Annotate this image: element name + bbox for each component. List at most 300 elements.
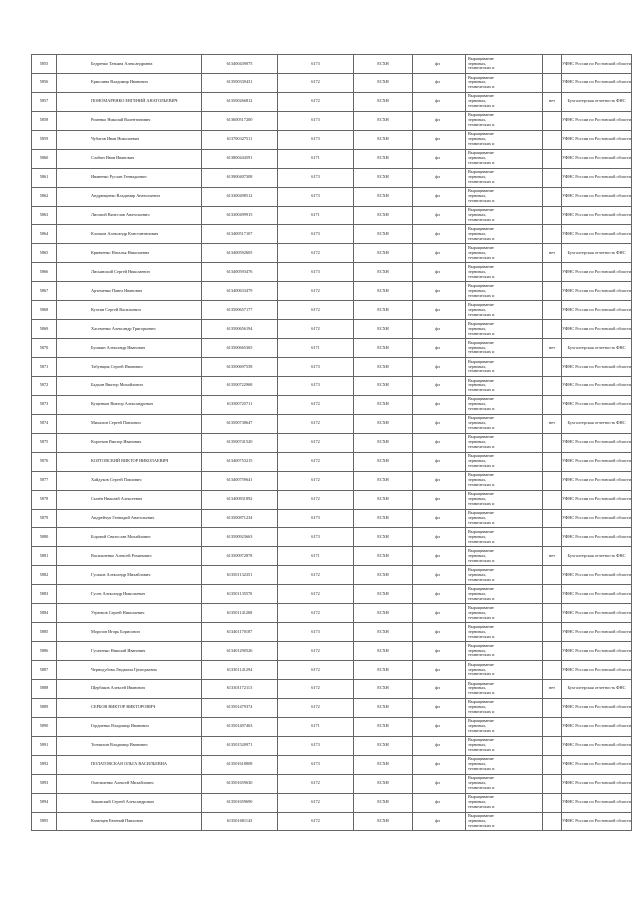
tax-office-code-cell: 6172 <box>278 698 354 717</box>
inn-number-cell: 613500339431 <box>202 73 278 92</box>
inn-number-cell: 613800444591 <box>202 149 278 168</box>
tax-regime-cell: ЕСХН <box>354 414 413 433</box>
source-office-cell: УФНС России по Ростовской области <box>562 225 632 244</box>
person-name-cell: Кривченко Наталья Николаевна <box>57 244 202 263</box>
person-name-cell: ПОНОМАРЕНКО ЕВГЕНИЙ АНАТОЛЬЕВИЧ <box>57 92 202 111</box>
tax-regime-cell: ЕСХН <box>354 604 413 623</box>
activity-line: Выращивание <box>468 207 494 213</box>
tax-office-code-cell: 6173 <box>278 168 354 187</box>
row-number-cell: 5864 <box>32 225 57 244</box>
row-number-cell: 5858 <box>32 111 57 130</box>
table-row <box>32 244 632 263</box>
tax-regime-cell: ЕСХН <box>354 509 413 528</box>
tax-regime-cell: ЕСХН <box>354 187 413 206</box>
person-type-cell: фл <box>413 339 466 358</box>
source-office-cell: УФНС России по Ростовской области <box>562 55 632 74</box>
flag-cell <box>543 623 562 642</box>
inn-number-cell: 613500741520 <box>202 433 278 452</box>
tax-office-code-cell: 6171 <box>278 339 354 358</box>
tax-regime-cell: ЕСХН <box>354 547 413 566</box>
source-office-cell: УФНС России по Ростовской области <box>562 755 632 774</box>
tax-office-code-cell: 6172 <box>278 395 354 414</box>
activity-cell <box>466 661 543 680</box>
tax-regime-cell: ЕСХН <box>354 528 413 547</box>
source-office-cell: Бухгалтерская отчетность ФНС <box>562 92 632 111</box>
row-number-cell: 5872 <box>32 376 57 395</box>
activity-line: Выращивание <box>468 661 494 667</box>
tax-office-code-cell: 6173 <box>278 736 354 755</box>
activity-line: технических и <box>468 576 495 582</box>
activity-line: Выращивание <box>468 434 494 440</box>
inn-number-cell: 613400753215 <box>202 452 278 471</box>
tax-office-code-cell: 6172 <box>278 92 354 111</box>
person-name-cell: КОЛТОВСКИЙ ВИКТОР НИКОЛАЕВИЧ <box>57 452 202 471</box>
activity-line: технических и <box>468 349 495 355</box>
activity-cell <box>466 604 543 623</box>
person-name-cell: Сычёв Николай Алексеевич <box>57 490 202 509</box>
activity-cell <box>466 92 543 111</box>
table-row <box>32 812 632 831</box>
person-type-cell: фл <box>413 661 466 680</box>
person-name-cell: Морозов Игорь Борисович <box>57 623 202 642</box>
activity-line: технических и <box>468 803 495 809</box>
flag-cell <box>543 774 562 793</box>
flag-cell <box>543 452 562 471</box>
person-type-cell: фл <box>413 244 466 263</box>
activity-cell <box>466 793 543 812</box>
activity-line: технических и <box>468 500 495 506</box>
tax-regime-cell: ЕСХН <box>354 679 413 698</box>
tax-regime-cell: ЕСХН <box>354 206 413 225</box>
activity-line: Выращивание <box>468 112 494 118</box>
person-name-cell: Иваненко Руслан Геннадьевич <box>57 168 202 187</box>
person-type-cell: фл <box>413 73 466 92</box>
source-office-cell: УФНС России по Ростовской области <box>562 73 632 92</box>
activity-cell <box>466 111 543 130</box>
flag-cell <box>543 225 562 244</box>
document-page <box>31 54 631 844</box>
table-row <box>32 376 632 395</box>
activity-line: зерновых, <box>468 496 487 502</box>
activity-line: технических и <box>468 141 495 147</box>
activity-line: технических и <box>468 311 495 317</box>
tax-office-code-cell: 6172 <box>278 793 354 812</box>
tax-regime-cell: ЕСХН <box>354 490 413 509</box>
table-row <box>32 471 632 490</box>
tax-regime-cell: ЕСХН <box>354 130 413 149</box>
activity-line: зерновых, <box>468 515 487 521</box>
activity-cell <box>466 376 543 395</box>
tax-regime-cell: ЕСХН <box>354 452 413 471</box>
inn-number-cell: 613700327511 <box>202 130 278 149</box>
row-number-cell: 5868 <box>32 301 57 320</box>
activity-line: технических и <box>468 633 495 639</box>
activity-line: Выращивание <box>468 642 494 648</box>
activity-line: технических и <box>468 519 495 525</box>
activity-line: Выращивание <box>468 529 494 535</box>
tax-office-code-cell: 6173 <box>278 528 354 547</box>
activity-line: технических и <box>468 671 495 677</box>
activity-line: технических и <box>468 766 495 772</box>
person-type-cell: фл <box>413 642 466 661</box>
person-name-cell: Хайдуков Сергей Павлович <box>57 471 202 490</box>
tax-office-code-cell: 6172 <box>278 566 354 585</box>
table-row <box>32 320 632 339</box>
row-number-cell: 5866 <box>32 263 57 282</box>
person-type-cell: фл <box>413 490 466 509</box>
source-office-cell: УФНС России по Ростовской области <box>562 566 632 585</box>
row-number-cell: 5879 <box>32 509 57 528</box>
flag-cell <box>543 206 562 225</box>
source-office-cell: УФНС России по Ростовской области <box>562 263 632 282</box>
flag-cell <box>543 395 562 414</box>
flag-cell <box>543 282 562 301</box>
activity-line: зерновых, <box>468 818 487 824</box>
flag-cell <box>543 55 562 74</box>
person-type-cell: фл <box>413 812 466 831</box>
person-type-cell: фл <box>413 679 466 698</box>
activity-line: Выращивание <box>468 415 494 421</box>
tax-regime-cell: ЕСХН <box>354 111 413 130</box>
flag-cell <box>543 187 562 206</box>
person-name-cell: Кущенков Виктор Александрович <box>57 395 202 414</box>
table-row <box>32 414 632 433</box>
activity-cell <box>466 679 543 698</box>
inn-number-cell: 613401170187 <box>202 623 278 642</box>
person-type-cell: фл <box>413 168 466 187</box>
table-row <box>32 187 632 206</box>
person-name-cell: Чернодубова Людмила Григорьевна <box>57 661 202 680</box>
inn-number-cell: 613501618808 <box>202 755 278 774</box>
activity-line: зерновых, <box>468 136 487 142</box>
inn-number-cell: 613500656194 <box>202 320 278 339</box>
person-type-cell: фл <box>413 55 466 74</box>
activity-cell <box>466 585 543 604</box>
activity-cell <box>466 339 543 358</box>
flag-cell <box>543 168 562 187</box>
person-type-cell: фл <box>413 433 466 452</box>
activity-line: технических и <box>468 785 495 791</box>
activity-cell <box>466 414 543 433</box>
activity-line: технических и <box>468 463 495 469</box>
table-row <box>32 774 632 793</box>
person-type-cell: фл <box>413 604 466 623</box>
row-number-cell: 5863 <box>32 206 57 225</box>
person-name-cell: Угрюмов Сергей Николаевич <box>57 604 202 623</box>
person-type-cell: фл <box>413 225 466 244</box>
activity-line: технических и <box>468 103 495 109</box>
activity-line: технических и <box>468 84 495 90</box>
person-name-cell: Слабин Иван Иванович <box>57 149 202 168</box>
activity-line: технических и <box>468 65 495 71</box>
activity-cell <box>466 774 543 793</box>
person-name-cell: Бедренко Татьяна Александровна <box>57 55 202 74</box>
source-office-cell: УФНС России по Ростовской области <box>562 395 632 414</box>
activity-line: зерновых, <box>468 666 487 672</box>
inn-number-cell: 613501132351 <box>202 566 278 585</box>
source-office-cell: УФНС России по Ростовской области <box>562 623 632 642</box>
activity-line: Выращивание <box>468 794 494 800</box>
activity-line: зерновых, <box>468 571 487 577</box>
table-row <box>32 149 632 168</box>
person-name-cell: Зыковский Сергей Александрович <box>57 793 202 812</box>
activity-line: зерновых, <box>468 685 487 691</box>
person-name-cell: Боровой Святослав Михайлович <box>57 528 202 547</box>
person-name-cell: Васильченко Алексей Романович <box>57 547 202 566</box>
table-row <box>32 92 632 111</box>
person-name-cell: Хасеменко Александр Григорьевич <box>57 320 202 339</box>
tax-regime-cell: ЕСХН <box>354 339 413 358</box>
table-row <box>32 130 632 149</box>
activity-line: зерновых, <box>468 382 487 388</box>
activity-cell <box>466 206 543 225</box>
activity-line: зерновых, <box>468 193 487 199</box>
person-type-cell: фл <box>413 585 466 604</box>
tax-regime-cell: ЕСХН <box>354 736 413 755</box>
activity-cell <box>466 566 543 585</box>
flag-cell <box>543 471 562 490</box>
flag-cell: нет <box>543 244 562 263</box>
activity-line: Выращивание <box>468 813 494 819</box>
activity-line: технических и <box>468 122 495 128</box>
tax-office-code-cell: 6173 <box>278 755 354 774</box>
source-office-cell: УФНС России по Ростовской области <box>562 642 632 661</box>
activity-line: зерновых, <box>468 723 487 729</box>
row-number-cell: 5887 <box>32 661 57 680</box>
registry-table <box>31 54 632 831</box>
tax-regime-cell: ЕСХН <box>354 661 413 680</box>
flag-cell <box>543 509 562 528</box>
activity-cell <box>466 395 543 414</box>
activity-line: Выращивание <box>468 55 494 61</box>
inn-number-cell: 613500972878 <box>202 547 278 566</box>
person-name-cell: Ермолина Владимир Иванович <box>57 73 202 92</box>
tax-office-code-cell: 6173 <box>278 623 354 642</box>
tax-office-code-cell: 6173 <box>278 130 354 149</box>
activity-line: зерновых, <box>468 477 487 483</box>
row-number-cell: 5886 <box>32 642 57 661</box>
row-number-cell: 5881 <box>32 547 57 566</box>
source-office-cell: УФНС России по Ростовской области <box>562 149 632 168</box>
activity-line: технических и <box>468 822 495 828</box>
tax-regime-cell: ЕСХН <box>354 168 413 187</box>
activity-line: зерновых, <box>468 117 487 123</box>
tax-regime-cell: ЕСХН <box>354 471 413 490</box>
person-name-cell: Омельченко Алексей Михайлович <box>57 774 202 793</box>
tax-office-code-cell: 6172 <box>278 73 354 92</box>
activity-line: технических и <box>468 179 495 185</box>
person-name-cell: Щербаков Алексей Иванович <box>57 679 202 698</box>
activity-line: технических и <box>468 197 495 203</box>
table-row <box>32 282 632 301</box>
activity-line: технических и <box>468 690 495 696</box>
tax-office-code-cell: 6171 <box>278 149 354 168</box>
table-row <box>32 168 632 187</box>
source-office-cell: УФНС России по Ростовской области <box>562 130 632 149</box>
flag-cell <box>543 130 562 149</box>
flag-cell <box>543 566 562 585</box>
flag-cell <box>543 528 562 547</box>
row-number-cell: 5884 <box>32 604 57 623</box>
inn-number-cell: 613500738647 <box>202 414 278 433</box>
activity-line: Выращивание <box>468 74 494 80</box>
person-type-cell: фл <box>413 187 466 206</box>
table-row <box>32 679 632 698</box>
tax-regime-cell: ЕСХН <box>354 358 413 377</box>
person-name-cell: СЕРБОВ ВИКТОР ВИКТОРОВИЧ <box>57 698 202 717</box>
inn-number-cell: 613501497463 <box>202 717 278 736</box>
flag-cell <box>543 698 562 717</box>
inn-number-cell: 613500725711 <box>202 395 278 414</box>
inn-number-cell: 613400592605 <box>202 244 278 263</box>
person-type-cell: фл <box>413 301 466 320</box>
inn-number-cell: 613501141268 <box>202 604 278 623</box>
flag-cell <box>543 736 562 755</box>
inn-number-cell: 613500722968 <box>202 376 278 395</box>
activity-cell <box>466 263 543 282</box>
tax-regime-cell: ЕСХН <box>354 225 413 244</box>
activity-line: зерновых, <box>468 439 487 445</box>
person-name-cell: Казанцев Евгений Павлович <box>57 812 202 831</box>
flag-cell <box>543 73 562 92</box>
table-row <box>32 225 632 244</box>
source-office-cell: УФНС России по Ростовской области <box>562 793 632 812</box>
table-row <box>32 698 632 717</box>
tax-regime-cell: ЕСХН <box>354 73 413 92</box>
table-row <box>32 452 632 471</box>
person-name-cell: Табунщик Сергей Иванович <box>57 358 202 377</box>
activity-line: Выращивание <box>468 585 494 591</box>
person-name-cell: Гусаков Александр Михайлович <box>57 566 202 585</box>
inn-number-cell: 613501681143 <box>202 812 278 831</box>
source-office-cell: УФНС России по Ростовской области <box>562 490 632 509</box>
table-row <box>32 547 632 566</box>
row-number-cell: 5862 <box>32 187 57 206</box>
row-number-cell: 5860 <box>32 149 57 168</box>
activity-cell <box>466 452 543 471</box>
person-type-cell: фл <box>413 774 466 793</box>
activity-line: Выращивание <box>468 510 494 516</box>
activity-cell <box>466 168 543 187</box>
source-office-cell: УФНС России по Ростовской области <box>562 320 632 339</box>
tax-regime-cell: ЕСХН <box>354 149 413 168</box>
person-name-cell: Артеменко Павел Иванович <box>57 282 202 301</box>
person-type-cell: фл <box>413 263 466 282</box>
table-row <box>32 358 632 377</box>
inn-number-cell: 613300498512 <box>202 187 278 206</box>
activity-line: технических и <box>468 425 495 431</box>
table-row <box>32 736 632 755</box>
flag-cell <box>543 376 562 395</box>
activity-line: зерновых, <box>468 590 487 596</box>
flag-cell <box>543 433 562 452</box>
row-number-cell: 5857 <box>32 92 57 111</box>
inn-number-cell: 613501659690 <box>202 793 278 812</box>
inn-number-cell: 613501520971 <box>202 736 278 755</box>
person-type-cell: фл <box>413 755 466 774</box>
activity-cell <box>466 130 543 149</box>
activity-cell <box>466 358 543 377</box>
activity-line: зерновых, <box>468 704 487 710</box>
activity-cell <box>466 433 543 452</box>
tax-regime-cell: ЕСХН <box>354 717 413 736</box>
person-name-cell: Гордиенко Владимир Иванович <box>57 717 202 736</box>
activity-line: зерновых, <box>468 344 487 350</box>
source-office-cell: Бухгалтерская отчетность ФНС <box>562 339 632 358</box>
tax-office-code-cell: 6172 <box>278 244 354 263</box>
flag-cell <box>543 717 562 736</box>
activity-cell <box>466 509 543 528</box>
source-office-cell: УФНС России по Ростовской области <box>562 717 632 736</box>
activity-line: Выращивание <box>468 282 494 288</box>
activity-cell <box>466 547 543 566</box>
table-row <box>32 73 632 92</box>
row-number-cell: 5876 <box>32 452 57 471</box>
flag-cell <box>543 320 562 339</box>
activity-line: технических и <box>468 235 495 241</box>
source-office-cell: УФНС России по Ростовской области <box>562 168 632 187</box>
flag-cell <box>543 111 562 130</box>
source-office-cell: УФНС России по Ростовской области <box>562 376 632 395</box>
row-number-cell: 5865 <box>32 244 57 263</box>
person-type-cell: фл <box>413 130 466 149</box>
tax-office-code-cell: 6172 <box>278 320 354 339</box>
activity-cell <box>466 736 543 755</box>
activity-line: технических и <box>468 614 495 620</box>
tax-regime-cell: ЕСХН <box>354 793 413 812</box>
table-row <box>32 642 632 661</box>
table-row <box>32 395 632 414</box>
person-name-cell: Чубатов Иван Николаевич <box>57 130 202 149</box>
flag-cell <box>543 755 562 774</box>
row-number-cell: 5878 <box>32 490 57 509</box>
activity-line: Выращивание <box>468 320 494 326</box>
inn-number-cell: 613500923663 <box>202 528 278 547</box>
activity-cell <box>466 698 543 717</box>
inn-number-cell: 613500697558 <box>202 358 278 377</box>
activity-line: технических и <box>468 254 495 260</box>
table-row <box>32 509 632 528</box>
activity-line: технических и <box>468 292 495 298</box>
registry-table-body <box>32 55 632 831</box>
tax-office-code-cell: 6173 <box>278 187 354 206</box>
table-row <box>32 566 632 585</box>
inn-number-cell: 613301172113 <box>202 679 278 698</box>
source-office-cell: УФНС России по Ростовской области <box>562 585 632 604</box>
table-row <box>32 263 632 282</box>
person-type-cell: фл <box>413 793 466 812</box>
source-office-cell: УФНС России по Ростовской области <box>562 452 632 471</box>
tax-regime-cell: ЕСХН <box>354 376 413 395</box>
row-number-cell: 5861 <box>32 168 57 187</box>
activity-line: зерновых, <box>468 628 487 634</box>
tax-regime-cell: ЕСХН <box>354 263 413 282</box>
source-office-cell: УФНС России по Ростовской области <box>562 301 632 320</box>
table-row <box>32 55 632 74</box>
activity-line: Выращивание <box>468 150 494 156</box>
activity-line: зерновых, <box>468 325 487 331</box>
source-office-cell: УФНС России по Ростовской области <box>562 528 632 547</box>
person-name-cell: Тончихин Владимир Иванович <box>57 736 202 755</box>
activity-line: технических и <box>468 595 495 601</box>
person-type-cell: фл <box>413 547 466 566</box>
source-office-cell: УФНС России по Ростовской области <box>562 282 632 301</box>
tax-regime-cell: ЕСХН <box>354 282 413 301</box>
activity-line: зерновых, <box>468 799 487 805</box>
row-number-cell: 5859 <box>32 130 57 149</box>
flag-cell: нет <box>543 92 562 111</box>
tax-office-code-cell: 6171 <box>278 717 354 736</box>
